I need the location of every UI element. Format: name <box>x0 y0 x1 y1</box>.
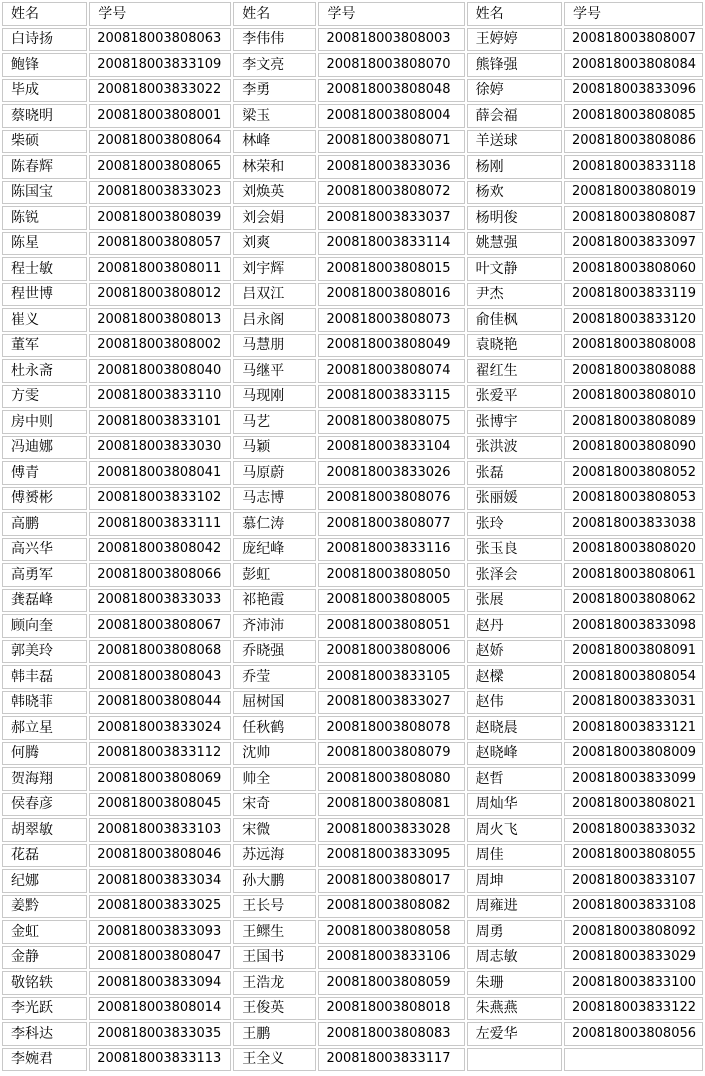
table-row <box>2 512 703 536</box>
student-id-cell: 200818003808080 <box>318 767 464 791</box>
student-id-cell: 200818003808070 <box>318 53 464 77</box>
student-name-cell: 袁晓艳 <box>467 334 562 358</box>
student-name-cell: 周勇 <box>467 920 562 944</box>
table-row <box>2 665 703 689</box>
student-name-cell: 张展 <box>467 589 562 613</box>
student-id-cell: 200818003808077 <box>318 512 464 536</box>
student-id-cell: 200818003808058 <box>318 920 464 944</box>
student-name-cell: 郭美玲 <box>2 640 87 664</box>
student-id-cell: 200818003808041 <box>89 461 231 485</box>
student-name-cell: 屈树国 <box>233 691 316 715</box>
student-id-cell: 200818003808046 <box>89 844 231 868</box>
student-name-cell: 张玉良 <box>467 538 562 562</box>
student-id-cell: 200818003808083 <box>318 1022 464 1046</box>
table-row <box>2 359 703 383</box>
student-id-cell: 200818003808051 <box>318 614 464 638</box>
student-name-cell: 张博宇 <box>467 410 562 434</box>
student-name-cell: 刘焕英 <box>233 181 316 205</box>
table-row <box>2 793 703 817</box>
student-id-cell: 200818003808082 <box>318 895 464 919</box>
student-name-cell: 陈星 <box>2 232 87 256</box>
student-name-cell: 王婷婷 <box>467 28 562 52</box>
student-id-cell: 200818003833096 <box>564 79 703 103</box>
student-id-cell: 200818003833094 <box>89 971 231 995</box>
student-id-cell: 200818003833030 <box>89 436 231 460</box>
table-row <box>2 410 703 434</box>
table-row <box>2 257 703 281</box>
student-name-cell: 侯春彦 <box>2 793 87 817</box>
student-id-cell: 200818003808040 <box>89 359 231 383</box>
student-name-cell: 张爱平 <box>467 385 562 409</box>
table-row <box>2 691 703 715</box>
student-id-cell: 200818003808059 <box>318 971 464 995</box>
student-name-cell: 赵樑 <box>467 665 562 689</box>
student-id-cell: 200818003833122 <box>564 997 703 1021</box>
table-row <box>2 589 703 613</box>
student-name-cell: 乔莹 <box>233 665 316 689</box>
student-name-cell: 陈锐 <box>2 206 87 230</box>
student-id-cell: 200818003833119 <box>564 283 703 307</box>
student-name-cell: 宋微 <box>233 818 316 842</box>
table-row <box>2 28 703 52</box>
student-id-cell: 200818003808003 <box>318 28 464 52</box>
student-name-cell: 房中则 <box>2 410 87 434</box>
student-id-cell: 200818003808084 <box>564 53 703 77</box>
student-name-cell: 傅赟彬 <box>2 487 87 511</box>
student-id-cell: 200818003808050 <box>318 563 464 587</box>
student-name-cell: 柴硕 <box>2 130 87 154</box>
student-id-cell: 200818003808053 <box>564 487 703 511</box>
student-id-cell: 200818003808057 <box>89 232 231 256</box>
student-name-cell: 林峰 <box>233 130 316 154</box>
student-id-cell: 200818003833098 <box>564 614 703 638</box>
table-row <box>2 232 703 256</box>
student-name-cell: 姚慧强 <box>467 232 562 256</box>
student-name-cell: 陈春辉 <box>2 155 87 179</box>
student-name-cell: 王鳏生 <box>233 920 316 944</box>
student-name-cell: 马慧朋 <box>233 334 316 358</box>
student-name-cell: 韩晓菲 <box>2 691 87 715</box>
student-name-cell: 崔义 <box>2 308 87 332</box>
student-name-cell: 张玲 <box>467 512 562 536</box>
student-name-cell: 高鹏 <box>2 512 87 536</box>
student-name-cell: 张洪波 <box>467 436 562 460</box>
student-id-cell: 200818003808066 <box>89 563 231 587</box>
student-id-cell: 200818003808042 <box>89 538 231 562</box>
student-id-cell: 200818003808008 <box>564 334 703 358</box>
student-name-cell: 花磊 <box>2 844 87 868</box>
student-id-cell: 200818003833102 <box>89 487 231 511</box>
student-id-cell: 200818003808074 <box>318 359 464 383</box>
student-name-cell: 羊送球 <box>467 130 562 154</box>
student-id-cell: 200818003808054 <box>564 665 703 689</box>
student-id-cell: 200818003808081 <box>318 793 464 817</box>
student-name-cell: 马继平 <box>233 359 316 383</box>
table-row <box>2 436 703 460</box>
student-id-cell: 200818003833034 <box>89 869 231 893</box>
header-id-cell: 学号 <box>564 2 703 26</box>
student-id-cell: 200818003808013 <box>89 308 231 332</box>
student-id-cell: 200818003833097 <box>564 232 703 256</box>
table-row <box>2 716 703 740</box>
student-id-cell: 200818003808015 <box>318 257 464 281</box>
student-id-cell: 200818003808006 <box>318 640 464 664</box>
student-name-cell: 尹杰 <box>467 283 562 307</box>
header-name-cell: 姓名 <box>2 2 87 26</box>
student-name-cell: 胡翠敏 <box>2 818 87 842</box>
student-id-cell: 200818003808017 <box>318 869 464 893</box>
student-name-cell: 叶文静 <box>467 257 562 281</box>
student-id-cell: 200818003808010 <box>564 385 703 409</box>
student-name-cell: 祁艳霞 <box>233 589 316 613</box>
student-id-cell: 200818003808056 <box>564 1022 703 1046</box>
student-name-cell: 刘会娟 <box>233 206 316 230</box>
student-name-cell: 周灿华 <box>467 793 562 817</box>
student-id-cell: 200818003833113 <box>89 1048 231 1072</box>
table-row <box>2 104 703 128</box>
student-name-cell: 徐婷 <box>467 79 562 103</box>
student-id-cell: 200818003808088 <box>564 359 703 383</box>
table-row <box>2 181 703 205</box>
student-name-cell: 薛会福 <box>467 104 562 128</box>
student-id-cell: 200818003808068 <box>89 640 231 664</box>
student-id-cell: 200818003808049 <box>318 334 464 358</box>
student-name-cell: 金静 <box>2 946 87 970</box>
table-row <box>2 895 703 919</box>
student-name-cell: 傅青 <box>2 461 87 485</box>
student-name-cell: 左爱华 <box>467 1022 562 1046</box>
student-name-cell: 周佳 <box>467 844 562 868</box>
student-name-cell: 贺海翔 <box>2 767 87 791</box>
student-name-cell: 顾向奎 <box>2 614 87 638</box>
student-name-cell: 程士敏 <box>2 257 87 281</box>
student-id-cell: 200818003808009 <box>564 742 703 766</box>
student-id-cell: 200818003808060 <box>564 257 703 281</box>
student-id-cell: 200818003808044 <box>89 691 231 715</box>
student-id-cell: 200818003808011 <box>89 257 231 281</box>
student-name-cell: 白诗扬 <box>2 28 87 52</box>
student-name-cell: 马艺 <box>233 410 316 434</box>
student-name-cell: 赵伟 <box>467 691 562 715</box>
student-id-cell: 200818003808039 <box>89 206 231 230</box>
student-id-cell: 200818003833114 <box>318 232 464 256</box>
student-id-cell: 200818003833036 <box>318 155 464 179</box>
student-id-cell: 200818003833033 <box>89 589 231 613</box>
student-id-cell: 200818003808018 <box>318 997 464 1021</box>
table-row <box>2 767 703 791</box>
student-name-cell: 马志博 <box>233 487 316 511</box>
student-name-cell: 李文亮 <box>233 53 316 77</box>
student-id-cell: 200818003808002 <box>89 334 231 358</box>
table-row <box>2 971 703 995</box>
student-id-cell: 200818003833120 <box>564 308 703 332</box>
student-id-cell: 200818003808092 <box>564 920 703 944</box>
student-id-cell: 200818003833095 <box>318 844 464 868</box>
student-id-cell: 200818003833022 <box>89 79 231 103</box>
student-id-cell: 200818003808087 <box>564 206 703 230</box>
table-row <box>2 920 703 944</box>
student-id-cell: 200818003808079 <box>318 742 464 766</box>
student-name-cell: 沈帅 <box>233 742 316 766</box>
student-name-cell: 马原蔚 <box>233 461 316 485</box>
student-name-cell: 俞佳枫 <box>467 308 562 332</box>
table-row <box>2 538 703 562</box>
student-id-cell: 200818003808072 <box>318 181 464 205</box>
student-id-cell: 200818003833029 <box>564 946 703 970</box>
student-name-cell: 何腾 <box>2 742 87 766</box>
student-name-cell: 赵晓晨 <box>467 716 562 740</box>
student-id-cell: 200818003808069 <box>89 767 231 791</box>
header-id-cell: 学号 <box>89 2 231 26</box>
student-id-cell: 200818003808016 <box>318 283 464 307</box>
student-id-cell: 200818003833100 <box>564 971 703 995</box>
student-name-cell: 杨明俊 <box>467 206 562 230</box>
student-id-cell: 200818003808062 <box>564 589 703 613</box>
header-name-cell: 姓名 <box>467 2 562 26</box>
student-id-cell: 200818003833024 <box>89 716 231 740</box>
student-id-cell: 200818003833037 <box>318 206 464 230</box>
student-id-cell: 200818003833038 <box>564 512 703 536</box>
student-id-cell: 200818003833103 <box>89 818 231 842</box>
student-name-cell: 周志敏 <box>467 946 562 970</box>
student-id-cell: 200818003833121 <box>564 716 703 740</box>
student-id-cell: 200818003808073 <box>318 308 464 332</box>
student-id-cell: 200818003833112 <box>89 742 231 766</box>
student-name-cell: 金虹 <box>2 920 87 944</box>
student-name-cell: 苏远海 <box>233 844 316 868</box>
student-name-cell: 张丽媛 <box>467 487 562 511</box>
student-id-cell: 200818003808014 <box>89 997 231 1021</box>
student-name-cell: 慕仁涛 <box>233 512 316 536</box>
table-row <box>2 461 703 485</box>
student-name-cell: 李光跃 <box>2 997 87 1021</box>
student-name-cell: 周雍进 <box>467 895 562 919</box>
student-id-cell: 200818003808076 <box>318 487 464 511</box>
table-row <box>2 385 703 409</box>
student-name-cell: 齐沛沛 <box>233 614 316 638</box>
student-id-cell: 200818003808089 <box>564 410 703 434</box>
table-row <box>2 997 703 1021</box>
student-id-cell: 200818003833111 <box>89 512 231 536</box>
table-row <box>2 53 703 77</box>
student-name-cell: 毕成 <box>2 79 87 103</box>
table-row <box>2 869 703 893</box>
student-id-cell: 200818003808019 <box>564 181 703 205</box>
student-name-cell: 李科达 <box>2 1022 87 1046</box>
student-id-cell: 200818003833099 <box>564 767 703 791</box>
student-id-cell: 200818003833032 <box>564 818 703 842</box>
student-id-cell: 200818003808021 <box>564 793 703 817</box>
student-id-cell: 200818003808086 <box>564 130 703 154</box>
student-name-cell: 蔡晓明 <box>2 104 87 128</box>
student-name-cell: 杨刚 <box>467 155 562 179</box>
student-name-cell: 陈国宝 <box>2 181 87 205</box>
student-name-cell: 杨欢 <box>467 181 562 205</box>
student-id-cell: 200818003808052 <box>564 461 703 485</box>
student-name-cell: 孙大鹏 <box>233 869 316 893</box>
student-id-cell: 200818003833105 <box>318 665 464 689</box>
student-name-cell: 任秋鹤 <box>233 716 316 740</box>
student-id-cell: 200818003833031 <box>564 691 703 715</box>
student-name-cell: 吕双江 <box>233 283 316 307</box>
student-name-cell: 熊锋强 <box>467 53 562 77</box>
student-id-cell: 200818003808048 <box>318 79 464 103</box>
student-name-cell: 周火飞 <box>467 818 562 842</box>
header-id-cell: 学号 <box>318 2 464 26</box>
table-row <box>2 1022 703 1046</box>
student-id-cell: 200818003808055 <box>564 844 703 868</box>
student-id-cell: 200818003833023 <box>89 181 231 205</box>
student-name-cell: 刘爽 <box>233 232 316 256</box>
student-id-cell: 200818003833093 <box>89 920 231 944</box>
student-id-cell: 200818003833026 <box>318 461 464 485</box>
student-id-cell: 200818003833109 <box>89 53 231 77</box>
student-name-cell: 王国书 <box>233 946 316 970</box>
student-name-cell: 赵丹 <box>467 614 562 638</box>
student-name-cell: 乔晓强 <box>233 640 316 664</box>
student-name-cell: 赵娇 <box>467 640 562 664</box>
student-id-cell: 200818003808047 <box>89 946 231 970</box>
student-name-cell: 赵晓峰 <box>467 742 562 766</box>
student-id-cell: 200818003808045 <box>89 793 231 817</box>
table-row <box>2 130 703 154</box>
student-id-cell: 200818003808071 <box>318 130 464 154</box>
student-name-cell: 纪娜 <box>2 869 87 893</box>
table-row <box>2 155 703 179</box>
student-name-cell: 高兴华 <box>2 538 87 562</box>
table-row <box>2 334 703 358</box>
student-name-cell: 敬铭轶 <box>2 971 87 995</box>
student-id-cell: 200818003808064 <box>89 130 231 154</box>
student-name-cell: 方雯 <box>2 385 87 409</box>
student-name-cell: 冯迪娜 <box>2 436 87 460</box>
student-name-cell: 赵哲 <box>467 767 562 791</box>
student-name-cell: 杜永斋 <box>2 359 87 383</box>
student-id-cell: 200818003833027 <box>318 691 464 715</box>
student-name-cell: 鲍锋 <box>2 53 87 77</box>
student-name-cell: 周坤 <box>467 869 562 893</box>
student-id-cell: 200818003808063 <box>89 28 231 52</box>
student-id-cell: 200818003833110 <box>89 385 231 409</box>
student-name-cell: 高勇军 <box>2 563 87 587</box>
student-id-cell: 200818003833104 <box>318 436 464 460</box>
student-id-cell: 200818003833107 <box>564 869 703 893</box>
student-id-cell: 200818003833035 <box>89 1022 231 1046</box>
student-name-cell: 龚磊峰 <box>2 589 87 613</box>
student-name-cell: 李婉君 <box>2 1048 87 1072</box>
student-name-cell: 韩丰磊 <box>2 665 87 689</box>
student-name-cell: 王长号 <box>233 895 316 919</box>
student-id-cell: 200818003808061 <box>564 563 703 587</box>
table-row <box>2 1048 703 1072</box>
table-row <box>2 742 703 766</box>
student-name-cell: 刘宇辉 <box>233 257 316 281</box>
table-row <box>2 640 703 664</box>
student-name-cell: 帅全 <box>233 767 316 791</box>
student-name-cell: 郝立星 <box>2 716 87 740</box>
student-id-cell: 200818003808085 <box>564 104 703 128</box>
student-name-cell <box>467 1048 562 1072</box>
roster-body <box>2 2 703 1071</box>
student-id-cell: 200818003833108 <box>564 895 703 919</box>
student-name-cell: 吕永阁 <box>233 308 316 332</box>
student-name-cell: 王浩龙 <box>233 971 316 995</box>
student-id-cell <box>564 1048 703 1072</box>
table-row <box>2 206 703 230</box>
student-id-cell: 200818003833025 <box>89 895 231 919</box>
student-id-cell: 200818003833101 <box>89 410 231 434</box>
student-id-cell: 200818003808078 <box>318 716 464 740</box>
header-name-cell: 姓名 <box>233 2 316 26</box>
table-row <box>2 614 703 638</box>
student-name-cell: 王鹏 <box>233 1022 316 1046</box>
student-name-cell: 王全义 <box>233 1048 316 1072</box>
student-name-cell: 董军 <box>2 334 87 358</box>
table-row <box>2 818 703 842</box>
student-id-cell: 200818003808004 <box>318 104 464 128</box>
table-row <box>2 308 703 332</box>
student-id-cell: 200818003833116 <box>318 538 464 562</box>
student-name-cell: 朱珊 <box>467 971 562 995</box>
student-id-cell: 200818003808007 <box>564 28 703 52</box>
student-name-cell: 姜黔 <box>2 895 87 919</box>
table-row <box>2 563 703 587</box>
student-name-cell: 庞纪峰 <box>233 538 316 562</box>
student-id-cell: 200818003808005 <box>318 589 464 613</box>
student-id-cell: 200818003833117 <box>318 1048 464 1072</box>
student-id-cell: 200818003808067 <box>89 614 231 638</box>
student-name-cell: 马颖 <box>233 436 316 460</box>
student-id-cell: 200818003833028 <box>318 818 464 842</box>
header-row <box>2 2 703 26</box>
table-row <box>2 283 703 307</box>
student-id-cell: 200818003808012 <box>89 283 231 307</box>
table-row <box>2 946 703 970</box>
student-name-cell: 张泽会 <box>467 563 562 587</box>
student-name-cell: 李勇 <box>233 79 316 103</box>
student-id-cell: 200818003808065 <box>89 155 231 179</box>
student-name-cell: 翟红生 <box>467 359 562 383</box>
student-id-cell: 200818003833106 <box>318 946 464 970</box>
student-name-cell: 王俊英 <box>233 997 316 1021</box>
student-id-cell: 200818003808043 <box>89 665 231 689</box>
student-name-cell: 程世博 <box>2 283 87 307</box>
table-row <box>2 487 703 511</box>
student-id-cell: 200818003808090 <box>564 436 703 460</box>
student-id-cell: 200818003808020 <box>564 538 703 562</box>
table-row <box>2 844 703 868</box>
student-name-cell: 林荣和 <box>233 155 316 179</box>
student-name-cell: 李伟伟 <box>233 28 316 52</box>
student-id-cell: 200818003808091 <box>564 640 703 664</box>
student-name-cell: 张磊 <box>467 461 562 485</box>
student-id-cell: 200818003833118 <box>564 155 703 179</box>
student-id-cell: 200818003833115 <box>318 385 464 409</box>
student-name-cell: 宋奇 <box>233 793 316 817</box>
table-row <box>2 79 703 103</box>
student-id-cell: 200818003808075 <box>318 410 464 434</box>
student-name-cell: 朱燕燕 <box>467 997 562 1021</box>
student-id-cell: 200818003808001 <box>89 104 231 128</box>
student-name-cell: 马现刚 <box>233 385 316 409</box>
student-name-cell: 梁玉 <box>233 104 316 128</box>
student-name-cell: 彭虹 <box>233 563 316 587</box>
